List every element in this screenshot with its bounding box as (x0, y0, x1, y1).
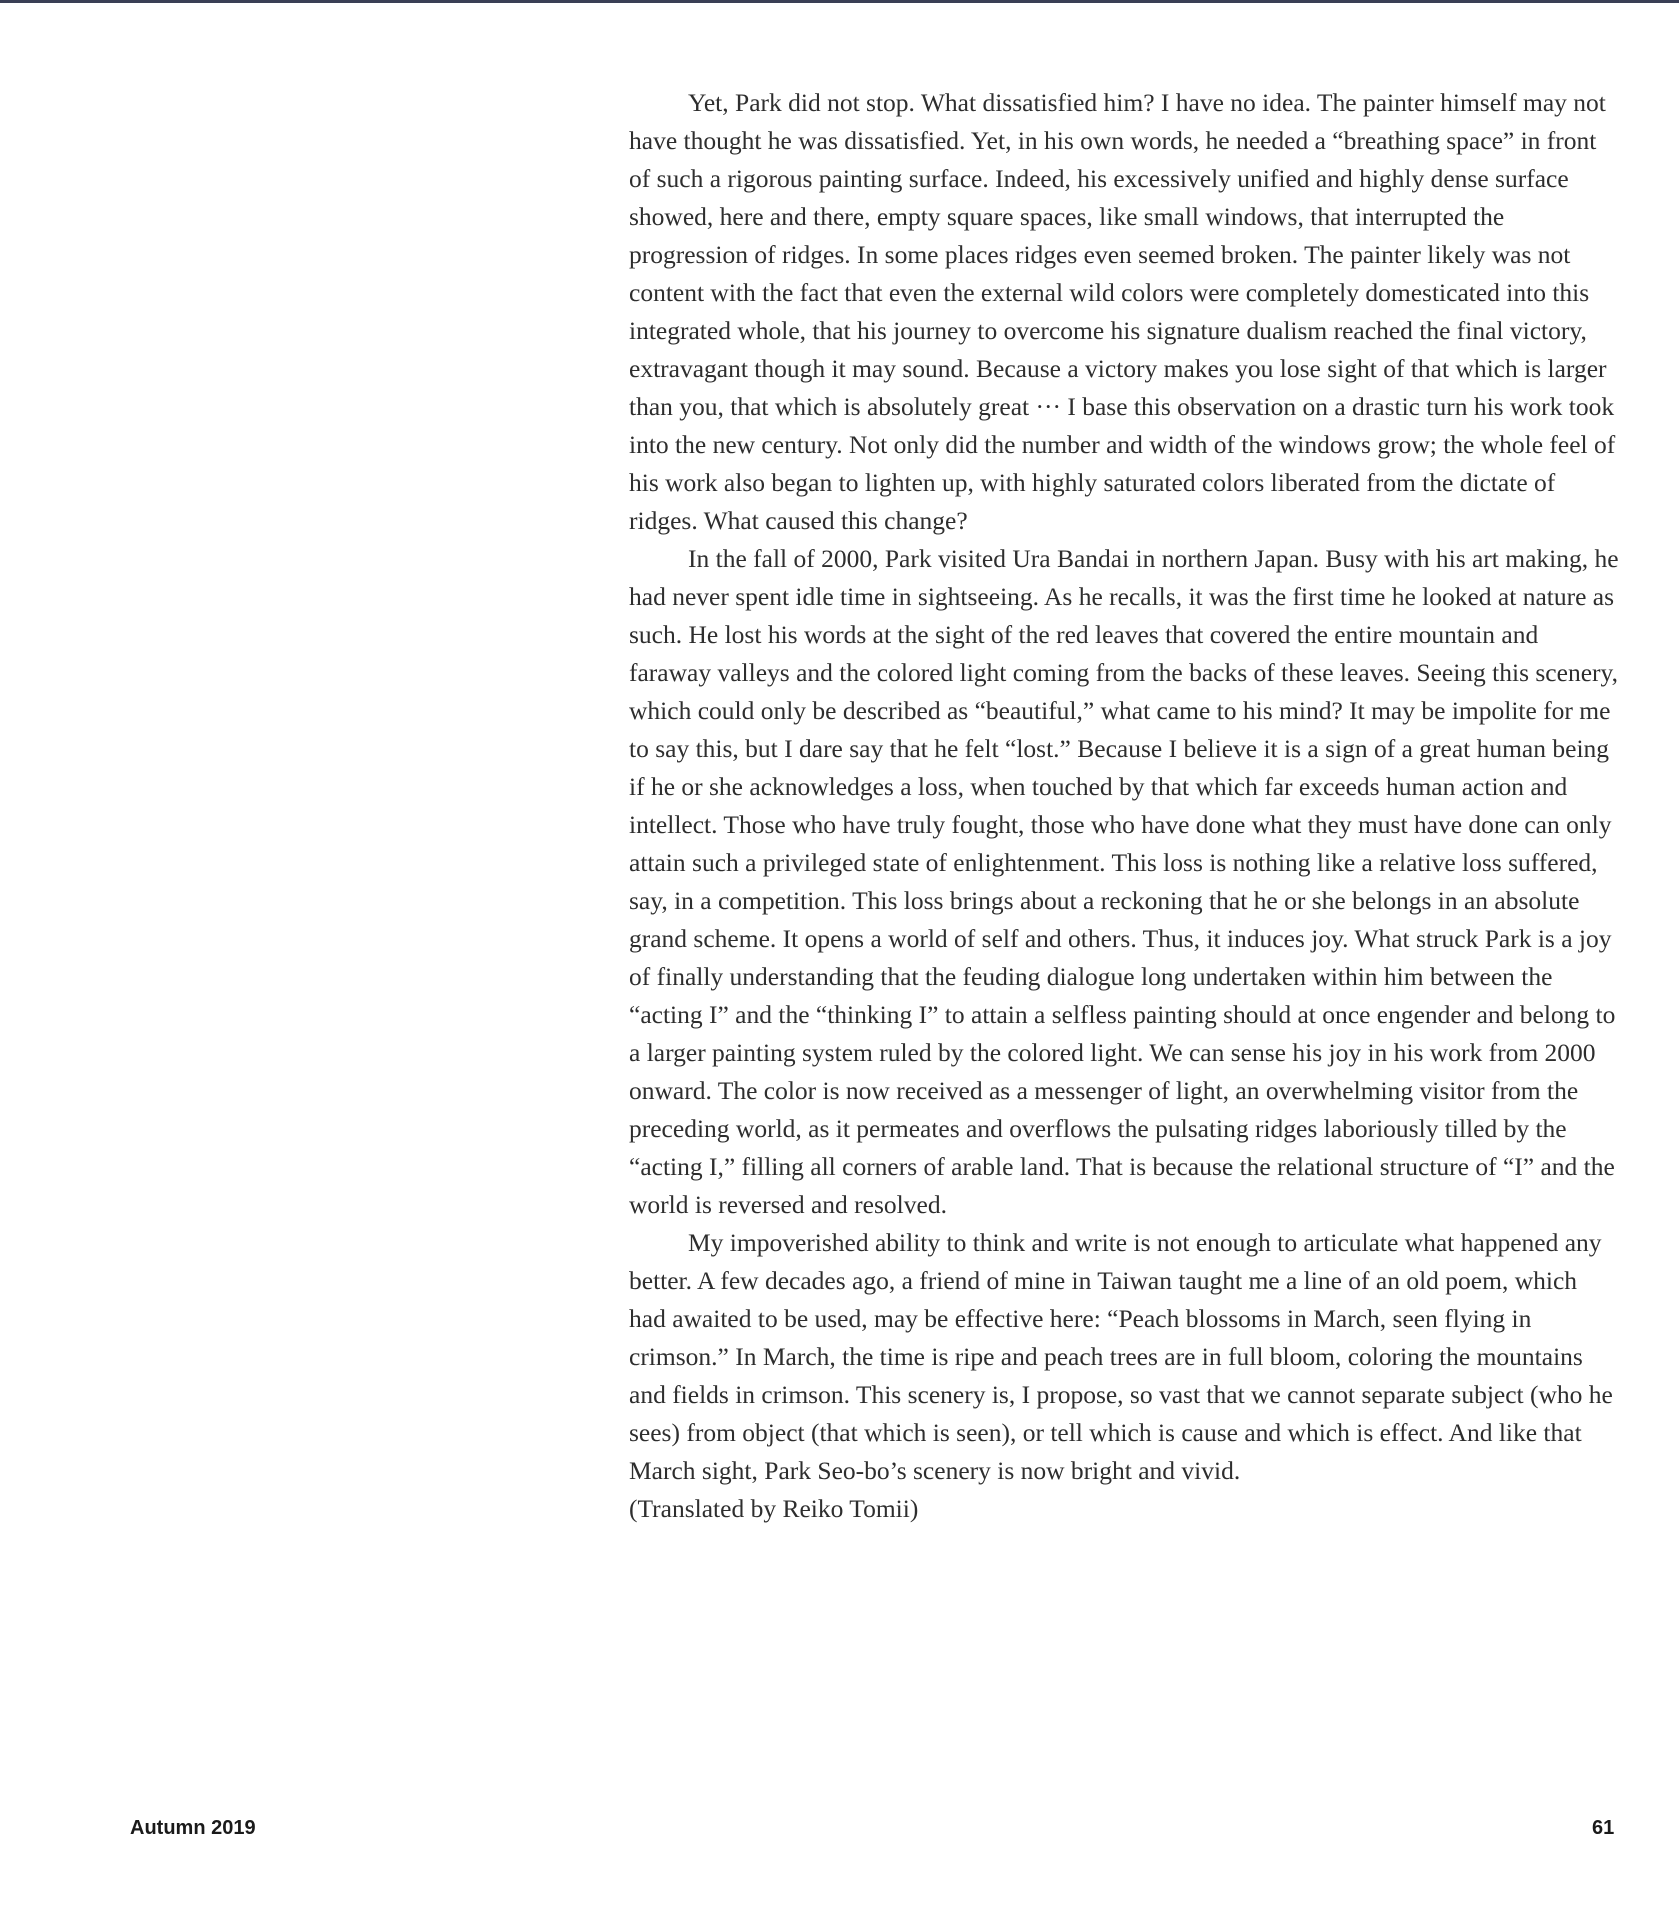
article-paragraph: My impoverished ability to think and write is not enough to articulate what happened any better. A few decades ago, a friend of mine in Taiwan taught me a line of an old poem, which had awaited to be used, may be effective here: “Peach blossoms in March, seen flying in crimson.” In March, the time is ripe and peach trees are in full bloom, coloring the mountains and fields in crimson. This scenery is, I propose, so vast that we cannot separate subject (who he sees) from object (that which is seen), or tell which is cause and which is effect. And like that March sight, Park Seo-bo’s scenery is now bright and vivid. (629, 1228, 1613, 1485)
article-paragraph: In the fall of 2000, Park visited Ura Bandai in northern Japan. Busy with his art making, he had never spent idle time in sightseeing. As he recalls, it was the first time he looked at nature as such. He lost his words at the sight of the red leaves that covered the entire mountain and faraway valleys and the colored light coming from the backs of these leaves. Seeing this scenery, which could only be described as “beautiful,” what came to his mind? It may be impolite for me to say this, but I dare say that he felt “lost.” Because I believe it is a sign of a great human being if he or she acknowledges a loss, when touched by that which far exceeds human action and intellect. Those who have truly fought, those who have done what they must have done can only attain such a privileged state of enlightenment. This loss is nothing like a relative loss suffered, say, in a competition. This loss brings about a reckoning that he or she belongs in an absolute grand scheme. It opens a world of self and others. Thus, it induces joy. What struck Park is a joy of finally understanding that the feuding dialogue long undertaken within him between the “acting I” and the “thinking I” to attain a selfless painting should at once engender and belong to a larger painting system ruled by the colored light. We can sense his joy in his work from 2000 onward. The color is now received as a messenger of light, an overwhelming visitor from the preceding world, as it permeates and overflows the pulsating ridges laboriously tilled by the “acting I,” filling all corners of arable land. That is because the relational structure of “I” and the world is reversed and resolved. (629, 544, 1619, 1219)
translator-credit: (Translated by Reiko Tomii) (629, 1494, 919, 1523)
article-paragraph: Yet, Park did not stop. What dissatisfied him? I have no idea. The painter himself may not have thought he was dissatisfied. Yet, in his own words, he needed a “breathing space” in front of such a rigorous painting surface. Indeed, his excessively unified and highly dense surface showed, here and there, empty square spaces, like small windows, that interrupted the progression of ridges. In some places ridges even seemed broken. The painter likely was not content with the fact that even the external wild colors were completely domesticated into this integrated whole, that his journey to overcome his signature dualism reached the final victory, extravagant though it may sound. Because a victory makes you lose sight of that which is larger than you, that which is absolutely great ··· I base this observation on a drastic turn his work took into the new century. Not only did the number and width of the windows grow; the whole feel of his work also began to lighten up, with highly saturated colors liberated from the dictate of ridges. What caused this change? (629, 88, 1616, 535)
page-top-edge (0, 0, 1679, 3)
issue-label: Autumn 2019 (130, 1817, 256, 1839)
page-number: 61 (1592, 1817, 1615, 1839)
article-body (629, 84, 1619, 1528)
